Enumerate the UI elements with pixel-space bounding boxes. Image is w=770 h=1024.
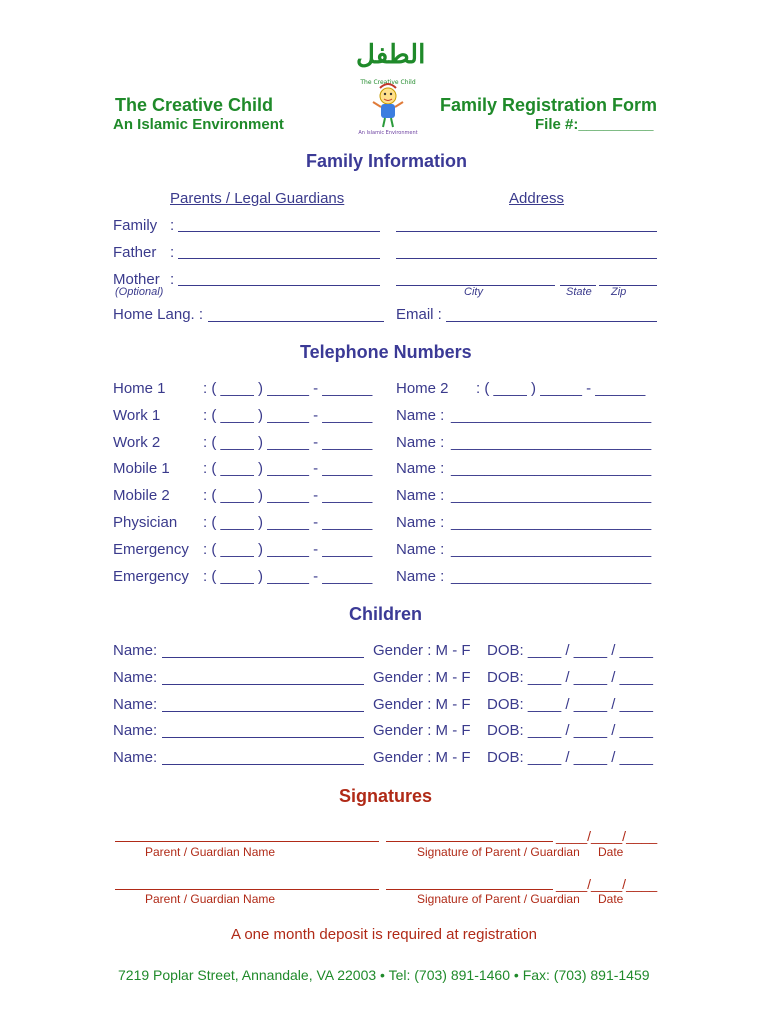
contact-name-label: Name : xyxy=(396,406,445,424)
child-dob-field[interactable]: DOB: ____ / ____ / ____ xyxy=(487,642,653,659)
contact-name-label: Name : xyxy=(396,567,445,585)
home2-label: Home 2 xyxy=(396,380,449,397)
phone-row-label: Mobile 2 xyxy=(113,487,170,505)
file-number-field[interactable]: File #:_________ xyxy=(535,116,654,133)
family-label: Family xyxy=(113,217,158,234)
child-name-label: Name: xyxy=(113,749,158,767)
mother-name-field[interactable] xyxy=(178,285,380,286)
phone-number-field[interactable]: : ( ____ ) _____ - ______ xyxy=(203,487,373,505)
child-name-label: Name: xyxy=(113,695,158,713)
deposit-note: A one month deposit is required at registration xyxy=(231,926,538,943)
parent-name-caption-2: Parent / Guardian Name xyxy=(145,892,276,906)
home-language-field[interactable] xyxy=(208,321,384,322)
family-name-field[interactable] xyxy=(178,231,380,232)
logo-bottom-text: An Islamic Environment xyxy=(358,130,418,136)
contact-name-field[interactable]: ________________________ xyxy=(451,487,652,505)
phone-row-label: Mobile 1 xyxy=(113,460,170,478)
child-dob-field[interactable]: DOB: ____ / ____ / ____ xyxy=(487,722,653,740)
child-gender-field[interactable]: Gender : M - F xyxy=(373,668,471,686)
contact-name-label: Name : xyxy=(396,540,445,558)
child-name-field[interactable] xyxy=(162,711,364,712)
city-caption: City xyxy=(464,286,483,298)
child-name-field[interactable] xyxy=(162,657,364,658)
child-gender-field[interactable]: Gender : M - F xyxy=(373,695,471,713)
org-name: The Creative Child xyxy=(115,95,274,115)
date-caption-2: Date xyxy=(598,892,624,906)
contact-name-label: Name : xyxy=(396,433,445,451)
optional-note: (Optional) xyxy=(115,286,164,298)
child-dob-field[interactable]: DOB: ____ / ____ / ____ xyxy=(487,749,653,767)
phone-number-field[interactable]: : ( ____ ) _____ - ______ xyxy=(203,380,373,397)
phone-number-field[interactable]: : ( ____ ) _____ - ______ xyxy=(203,567,373,585)
child-gender-field[interactable]: Gender : M - F xyxy=(373,722,471,740)
parent-name-line-2[interactable] xyxy=(115,889,379,890)
child-gender-field[interactable]: Gender : M - F xyxy=(373,642,471,659)
email-field[interactable] xyxy=(446,321,657,322)
parent-signature-caption-2: Signature of Parent / Guardian xyxy=(417,892,580,906)
phone-row-label: Home 1 xyxy=(113,380,166,397)
child-name-label: Name: xyxy=(113,722,158,740)
phone-number-field[interactable]: : ( ____ ) _____ - ______ xyxy=(203,460,373,478)
zip-field[interactable] xyxy=(599,285,657,286)
father-name-field[interactable] xyxy=(178,258,380,259)
parent-signature-line-2[interactable] xyxy=(386,889,553,890)
contact-name-field[interactable]: ________________________ xyxy=(451,514,652,531)
parents-column-header: Parents / Legal Guardians xyxy=(170,190,345,207)
email-label: Email : xyxy=(396,306,442,323)
date-caption-1: Date xyxy=(598,845,624,859)
parent-name-line-1[interactable] xyxy=(115,841,379,842)
mother-label: Mother xyxy=(113,271,160,288)
contact-name-field[interactable]: ________________________ xyxy=(451,567,652,585)
child-name-field[interactable] xyxy=(162,737,364,738)
phone-row-label: Physician xyxy=(113,514,178,531)
zip-caption: Zip xyxy=(611,286,627,298)
form-title: Family Registration Form xyxy=(440,95,658,115)
contact-name-field[interactable]: ________________________ xyxy=(451,406,652,424)
telephone-title: Telephone Numbers xyxy=(300,342,472,362)
child-name-field[interactable] xyxy=(162,684,364,685)
signatures-title: Signatures xyxy=(339,786,433,806)
org-subtitle: An Islamic Environment xyxy=(113,116,284,133)
child-name-field[interactable] xyxy=(162,764,364,765)
home-language-label: Home Lang. : xyxy=(113,306,204,323)
father-colon: : xyxy=(170,244,175,261)
contact-name-label: Name : xyxy=(396,487,445,505)
child-dob-field[interactable]: DOB: ____ / ____ / ____ xyxy=(487,695,653,713)
phone-row-label: Work 1 xyxy=(113,406,161,424)
home2-phone-field[interactable]: : ( ____ ) _____ - ______ xyxy=(476,380,646,397)
contact-name-label: Name : xyxy=(396,460,445,478)
phone-row-label: Emergency xyxy=(113,540,189,558)
family-colon: : xyxy=(170,217,175,234)
contact-name-field[interactable]: ________________________ xyxy=(451,433,652,451)
father-address-field[interactable] xyxy=(396,258,657,259)
child-dob-field[interactable]: DOB: ____ / ____ / ____ xyxy=(487,668,653,686)
date-field-1[interactable]: ____/____/____ xyxy=(556,828,658,844)
contact-name-field[interactable]: ________________________ xyxy=(451,540,652,558)
phone-number-field[interactable]: : ( ____ ) _____ - ______ xyxy=(203,406,373,424)
child-name-label: Name: xyxy=(113,668,158,686)
children-title: Children xyxy=(349,604,423,624)
state-caption: State xyxy=(566,286,592,298)
family-info-title: Family Information xyxy=(306,151,468,171)
logo-arc-text: The Creative Child xyxy=(360,79,416,86)
parent-signature-line-1[interactable] xyxy=(386,841,553,842)
child-name-label: Name: xyxy=(113,642,158,659)
contact-name-label: Name : xyxy=(396,514,445,531)
phone-row-label: Work 2 xyxy=(113,433,161,451)
date-field-2[interactable]: ____/____/____ xyxy=(556,876,658,892)
phone-row-label: Emergency xyxy=(113,567,189,585)
parent-name-caption-1: Parent / Guardian Name xyxy=(145,845,276,859)
phone-number-field[interactable]: : ( ____ ) _____ - ______ xyxy=(203,540,373,558)
contact-name-field[interactable]: ________________________ xyxy=(451,460,652,478)
parent-signature-caption-1: Signature of Parent / Guardian xyxy=(417,845,580,859)
contact-footer: 7219 Poplar Street, Annandale, VA 22003 • Tel: (703) 891-1460 • Fax: (703) 891-1459 xyxy=(118,967,650,983)
family-address-field[interactable] xyxy=(396,231,657,232)
phone-number-field[interactable]: : ( ____ ) _____ - ______ xyxy=(203,433,373,451)
father-label: Father xyxy=(113,244,157,261)
arabic-logo-text: ﺍﻟﻄﻔﻞ xyxy=(356,40,426,70)
mother-colon: : xyxy=(170,271,175,288)
child-gender-field[interactable]: Gender : M - F xyxy=(373,749,471,767)
address-column-header: Address xyxy=(509,190,565,207)
child-logo-icon xyxy=(358,74,418,136)
phone-number-field[interactable]: : ( ____ ) _____ - ______ xyxy=(203,514,373,531)
